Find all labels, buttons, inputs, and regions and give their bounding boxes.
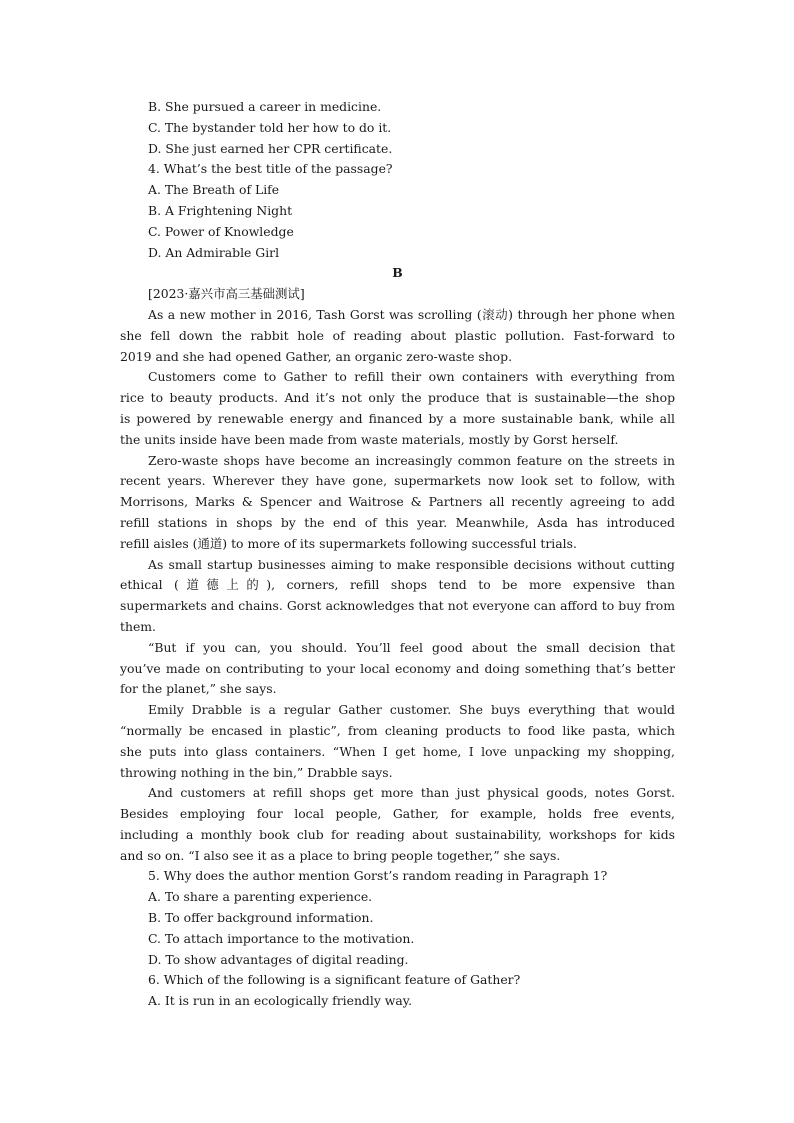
q4-option-b: B. A Frightening Night [148,202,293,218]
question-5: 5. Why does the author mention Gorst’s random reading in Paragraph 1? [148,868,608,884]
paragraph-line: refill aisles (通道) to more of its supermarkets following successful trials. [120,535,577,551]
paragraph-line: is powered by renewable energy and financed by a more sustainable bank, while all [120,410,675,426]
paragraph-line: she fell down the rabbit hole of reading about plastic pollution. Fast-forward to [120,327,675,343]
paragraph-line: she puts into glass containers. “When I get home, I love unpacking my shopping, [120,743,675,759]
paragraph-line: As a new mother in 2016, Tash Gorst was scrolling (滚动) through her phone when [148,306,675,322]
paragraph-line: Besides employing four local people, Gather, for example, holds free events, [120,806,675,822]
q5-option-b: B. To offer background information. [148,910,374,926]
q5-option-d: D. To show advantages of digital reading. [148,951,409,967]
paragraph-6 [120,700,675,783]
paragraph-line: “normally be encased in plastic”, from cleaning products to food like pasta, which [120,722,675,738]
paragraph-line: and so on. “I also see it as a place to bring people together,” she says. [120,847,561,863]
paragraph-4 [120,555,675,638]
paragraph-line: throwing nothing in the bin,” Drabble says. [120,764,393,780]
q5-option-a: A. To share a parenting experience. [148,889,373,905]
q5-option-c: C. To attach importance to the motivation. [148,930,415,946]
paragraph-7 [120,783,675,866]
paragraph-line: 2019 and she had opened Gather, an organic zero-waste shop. [120,348,513,364]
paragraph-1 [120,305,675,367]
paragraph-line: ethical (道德上的), corners, refill shops tend to be more expensive than [120,577,675,593]
q4-option-c: C. Power of Knowledge [148,223,294,239]
prev-option-c: C. The bystander told her how to do it. [148,119,392,135]
paragraph-line: And customers at refill shops get more than just physical goods, notes Gorst. [148,785,675,801]
passage-source: [2023·嘉兴市高三基础测试] [148,286,305,302]
q4-option-a: A. The Breath of Life [148,182,280,198]
paragraph-line: for the planet,” she says. [120,681,277,697]
question-6: 6. Which of the following is a significant feature of Gather? [148,972,521,988]
page-content [120,97,675,1012]
paragraph-line: Zero-waste shops have become an increasingly common feature on the streets in [148,452,675,468]
paragraph-line: you’ve made on contributing to your local economy and doing something that’s better [120,660,675,676]
paragraph-line: recent years. Wherever they have gone, supermarkets now look set to follow, with [120,473,675,489]
paragraph-line: rice to beauty products. And it’s not only the produce that is sustainable—the shop [120,390,675,406]
paragraph-line: Emily Drabble is a regular Gather customer. She buys everything that would [148,702,675,718]
paragraph-line: “But if you can, you should. You’ll feel good about the small decision that [148,639,675,655]
paragraph-5 [120,638,675,700]
paragraph-line: including a monthly book club for reading about sustainability, workshops for kids [120,826,675,842]
paragraph-line: supermarkets and chains. Gorst acknowledges that not everyone can afford to buy from [120,598,675,614]
q6-option-a: A. It is run in an ecologically friendly way. [148,993,413,1009]
paragraph-line: refill stations in shops by the end of this year. Meanwhile, Asda has introduced [120,514,675,530]
q4-option-d: D. An Admirable Girl [148,244,280,260]
section-label: B [392,265,403,281]
paragraph-line: them. [120,618,156,634]
paragraph-line: As small startup businesses aiming to make responsible decisions without cutting [148,556,675,572]
paragraph-line: the units inside have been made from waste materials, mostly by Gorst herself. [120,431,619,447]
prev-option-d: D. She just earned her CPR certificate. [148,140,393,156]
paragraph-line: Morrisons, Marks & Spencer and Waitrose & Partners all recently agreeing to add [120,494,675,510]
paragraph-line: Customers come to Gather to refill their own containers with everything from [148,369,675,385]
paragraph-2 [120,367,675,450]
paragraph-3 [120,451,675,555]
prev-option-b: B. She pursued a career in medicine. [148,99,382,114]
question-4: 4. What’s the best title of the passage? [148,161,393,177]
